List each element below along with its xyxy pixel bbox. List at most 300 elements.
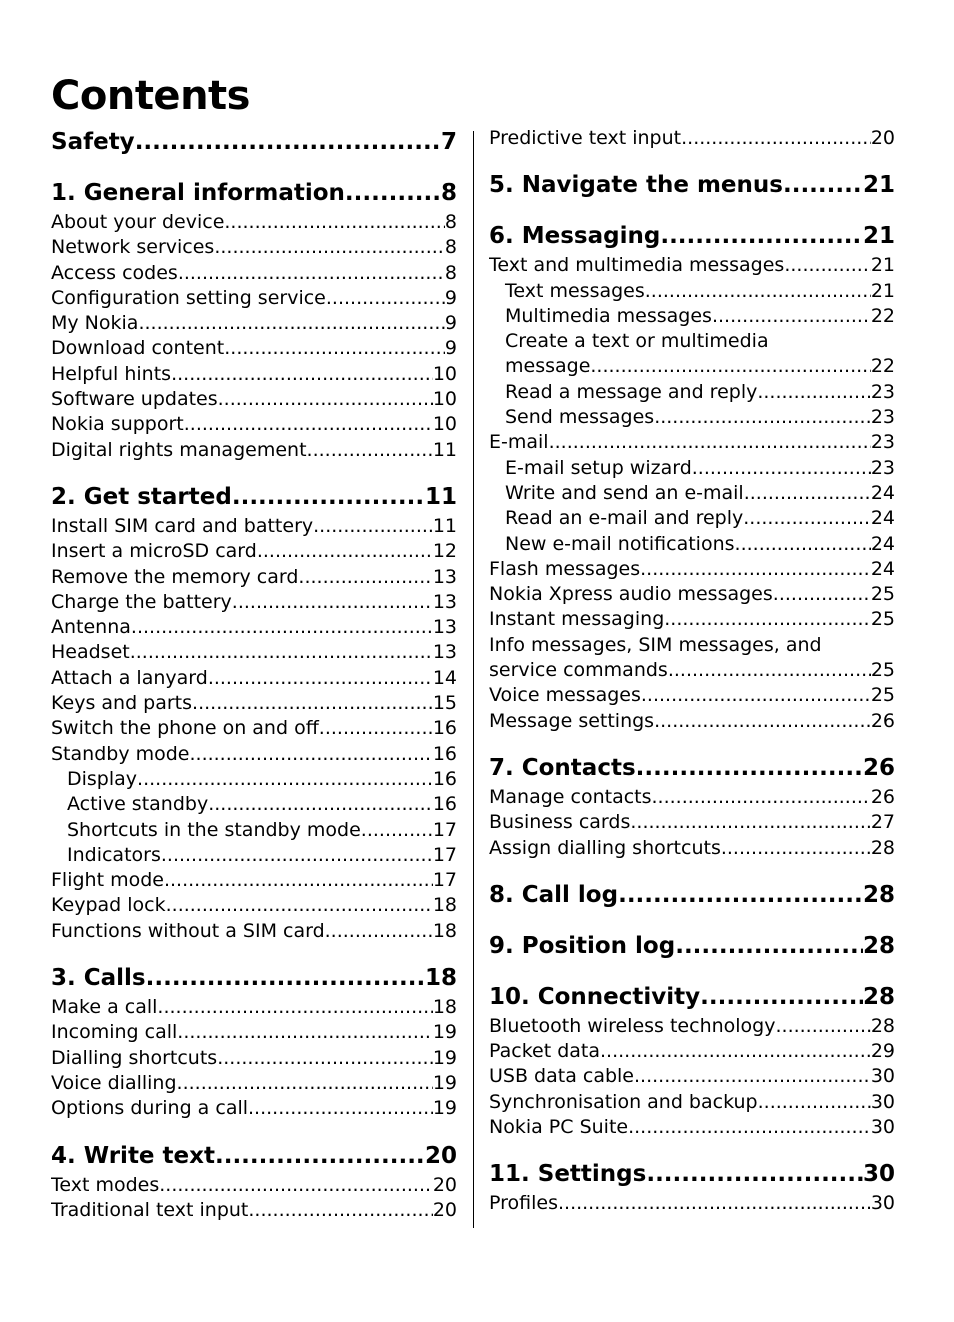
toc-leader-dots <box>224 210 445 235</box>
toc-entry-label: 9. Position log <box>489 932 676 959</box>
toc-page-number: 11 <box>432 438 457 461</box>
toc-leader-dots <box>634 1064 871 1089</box>
toc-section-entry[interactable] <box>51 1140 457 1173</box>
toc-subsection-entry[interactable] <box>489 481 895 506</box>
toc-leader-dots <box>232 481 425 514</box>
toc-leader-dots <box>743 506 871 531</box>
toc-page-number: 18 <box>432 919 457 942</box>
toc-entry-label: Text messages <box>505 279 645 302</box>
toc-page-number: 27 <box>870 811 895 834</box>
toc-entry[interactable] <box>51 514 457 539</box>
toc-leader-dots <box>232 590 433 615</box>
toc-leader-dots <box>628 1115 871 1140</box>
toc-entry[interactable] <box>489 582 895 607</box>
toc-leader-dots <box>178 261 445 286</box>
toc-entry-label: Access codes <box>51 261 178 284</box>
toc-entry-label: Flash messages <box>489 557 641 580</box>
toc-entry[interactable] <box>489 1064 895 1089</box>
toc-page-number: 24 <box>870 507 895 530</box>
toc-section-entry[interactable] <box>51 481 457 514</box>
toc-entry[interactable] <box>51 666 457 691</box>
toc-entry-label: 6. Messaging <box>489 223 661 250</box>
toc-leader-dots <box>735 532 871 557</box>
toc-entry[interactable] <box>51 1096 457 1121</box>
toc-entry[interactable] <box>489 557 895 582</box>
toc-section-entry[interactable] <box>489 752 895 785</box>
toc-page-number: 8 <box>440 180 457 206</box>
toc-entry-label: Make a call <box>51 996 158 1019</box>
toc-entry-label: Assign dialling shortcuts <box>489 836 721 859</box>
toc-page-number: 19 <box>432 1097 457 1120</box>
toc-entry-label: Install SIM card and battery <box>51 514 314 537</box>
toc-subsection-entry[interactable] <box>51 818 457 843</box>
toc-entry-label: Headset <box>51 641 130 664</box>
toc-leader-dots <box>135 126 441 159</box>
toc-entry[interactable] <box>489 1115 895 1140</box>
toc-page-number: 30 <box>862 1161 895 1188</box>
toc-entry-label: 4. Write text <box>51 1142 215 1169</box>
toc-leader-dots <box>218 387 433 412</box>
toc-page-number: 13 <box>432 590 457 613</box>
toc-section-entry[interactable] <box>489 930 895 963</box>
toc-leader-dots <box>630 810 870 835</box>
toc-leader-dots <box>654 405 871 430</box>
toc-entry-label: Software updates <box>51 388 218 411</box>
toc-entry-label: Info messages, SIM messages, and <box>489 633 822 656</box>
toc-leader-dots <box>184 412 433 437</box>
toc-entry-label: My Nokia <box>51 312 139 335</box>
toc-page-number: 20 <box>432 1198 457 1221</box>
toc-entry-label: Business cards <box>489 811 631 834</box>
toc-entry[interactable] <box>51 261 457 286</box>
toc-page-number: 11 <box>424 483 457 510</box>
toc-page-number: 17 <box>432 843 457 866</box>
toc-section-entry[interactable] <box>489 879 895 912</box>
toc-entry[interactable] <box>489 658 895 683</box>
toc-page-number: 30 <box>870 1116 895 1139</box>
toc-page-number: 25 <box>870 608 895 631</box>
toc-entry[interactable] <box>51 868 457 893</box>
toc-page-number: 16 <box>432 717 457 740</box>
toc-entry[interactable] <box>51 235 457 260</box>
toc-leader-dots <box>681 126 871 151</box>
toc-entry-label: Incoming call <box>51 1021 178 1044</box>
toc-entry-label: Create a text or multimedia <box>505 330 769 353</box>
toc-leader-dots <box>721 836 871 861</box>
toc-subsection-entry[interactable] <box>489 456 895 481</box>
toc-entry-label: Digital rights management <box>51 438 307 461</box>
toc-entry[interactable] <box>51 387 457 412</box>
toc-entry-label: Multimedia messages <box>505 304 712 327</box>
toc-entry[interactable] <box>51 615 457 640</box>
toc-page-number: 20 <box>432 1173 457 1196</box>
toc-entry-label: E-mail setup wizard <box>505 456 692 479</box>
toc-leader-dots <box>171 362 433 387</box>
toc-leader-dots <box>712 304 871 329</box>
toc-page-number: 21 <box>870 279 895 302</box>
toc-leader-dots <box>640 557 871 582</box>
toc-page-number: 10 <box>432 362 457 385</box>
toc-entry-label: Text and multimedia messages <box>489 254 785 277</box>
toc-leader-dots <box>675 930 863 963</box>
toc-entry[interactable] <box>51 412 457 437</box>
toc-page-number: 10 <box>432 388 457 411</box>
toc-entry[interactable] <box>489 1090 895 1115</box>
toc-page-number: 24 <box>870 557 895 580</box>
toc-entry[interactable] <box>489 1039 895 1064</box>
toc-page-number: 17 <box>432 818 457 841</box>
toc-entry-label: Display <box>67 767 138 790</box>
toc-leader-dots <box>248 1096 433 1121</box>
toc-leader-dots <box>217 1046 433 1071</box>
toc-entry[interactable] <box>489 430 895 455</box>
toc-section-entry[interactable] <box>51 126 457 159</box>
toc-page-number: 20 <box>870 127 895 149</box>
toc-subsection-entry[interactable] <box>51 843 457 868</box>
toc-page-number: 9 <box>444 312 457 335</box>
column-divider <box>473 131 474 1228</box>
toc-page-number: 16 <box>432 767 457 790</box>
toc-leader-dots <box>646 1158 863 1191</box>
toc-leader-dots <box>208 666 433 691</box>
toc-entry[interactable] <box>51 286 457 311</box>
toc-entry-label: Charge the battery <box>51 590 232 613</box>
toc-subsection-entry[interactable] <box>489 405 895 430</box>
toc-page-number: 30 <box>870 1065 895 1088</box>
toc-page-number: 13 <box>432 616 457 639</box>
toc-entry-label: Flight mode <box>51 869 164 892</box>
toc-leader-dots <box>192 691 433 716</box>
toc-page-number: 24 <box>870 481 895 504</box>
toc-entry-label: 5. Navigate the menus <box>489 172 783 199</box>
toc-entry-label: Keys and parts <box>51 692 193 715</box>
toc-entry[interactable] <box>489 253 895 278</box>
toc-page-number: 23 <box>870 456 895 479</box>
toc-page-number: 21 <box>862 223 895 250</box>
toc-entry-label: Message settings <box>489 709 655 732</box>
toc-entry-label: Nokia Xpress audio messages <box>489 583 773 606</box>
toc-page-number: 25 <box>870 659 895 682</box>
toc-page-number: 8 <box>444 261 457 284</box>
toc-entry[interactable] <box>51 438 457 463</box>
toc-leader-dots <box>257 539 433 564</box>
toc-section-entry[interactable] <box>489 220 895 253</box>
toc-entry-label: Voice dialling <box>51 1071 177 1094</box>
toc-leader-dots <box>319 716 433 741</box>
toc-page-number: 17 <box>432 869 457 892</box>
toc-entry[interactable] <box>489 683 895 708</box>
toc-entry[interactable] <box>51 1046 457 1071</box>
toc-leader-dots <box>692 456 871 481</box>
toc-leader-dots <box>668 658 871 683</box>
toc-page-number: 14 <box>432 666 457 689</box>
toc-page-number: 16 <box>432 793 457 816</box>
toc-leader-dots <box>700 981 863 1014</box>
toc-subsection-entry[interactable] <box>51 767 457 792</box>
toc-leader-dots <box>177 1071 433 1096</box>
toc-section-entry[interactable] <box>51 962 457 995</box>
toc-entry-label: 2. Get started <box>51 483 232 510</box>
toc-entry-label: Options during a call <box>51 1097 249 1120</box>
toc-section-entry[interactable] <box>51 177 457 210</box>
toc-entry-label: Download content <box>51 337 225 360</box>
toc-leader-dots <box>157 995 432 1020</box>
toc-leader-dots <box>326 286 445 311</box>
toc-page-number: 26 <box>862 754 895 781</box>
toc-leader-dots <box>189 742 432 767</box>
toc-page-number: 18 <box>432 996 457 1019</box>
toc-entry[interactable] <box>51 362 457 387</box>
toc-leader-dots <box>313 514 433 539</box>
toc-entry[interactable] <box>51 893 457 918</box>
toc-entry[interactable] <box>51 716 457 741</box>
toc-leader-dots <box>361 818 433 843</box>
toc-entry-label: 1. General information <box>51 180 345 206</box>
toc-entry-label: Read an e-mail and reply <box>505 507 744 530</box>
toc-entry[interactable] <box>51 539 457 564</box>
toc-entry-label: Attach a lanyard <box>51 666 208 689</box>
toc-entry-label: Switch the phone on and off <box>51 717 319 740</box>
toc-entry-label: Write and send an e-mail <box>505 481 744 504</box>
toc-entry[interactable] <box>51 995 457 1020</box>
toc-entry[interactable] <box>51 1071 457 1096</box>
toc-entry-label: service commands <box>489 659 668 682</box>
toc-page-number: 28 <box>862 881 895 908</box>
page-title: Contents <box>51 73 250 119</box>
toc-entry-label: Dialling shortcuts <box>51 1046 218 1069</box>
toc-page-number: 26 <box>870 785 895 808</box>
toc-entry[interactable] <box>489 785 895 810</box>
toc-leader-dots <box>208 792 433 817</box>
toc-page-number: 19 <box>432 1071 457 1094</box>
toc-page-number: 25 <box>870 684 895 707</box>
toc-entry-label: Shortcuts in the standby mode <box>67 818 361 841</box>
toc-leader-dots <box>636 752 863 785</box>
toc-entry-label: Text modes <box>51 1173 160 1196</box>
toc-page-number: 23 <box>870 380 895 403</box>
toc-entry-label: Nokia PC Suite <box>489 1116 629 1139</box>
toc-leader-dots <box>660 220 863 253</box>
toc-entry-label: Helpful hints <box>51 362 172 385</box>
toc-page-number: 20 <box>424 1142 457 1169</box>
toc-page-number: 21 <box>862 172 895 199</box>
toc-page-number: 10 <box>432 413 457 436</box>
toc-leader-dots <box>618 879 863 912</box>
toc-leader-dots <box>641 683 871 708</box>
toc-subsection-entry[interactable] <box>489 354 895 379</box>
toc-leader-dots <box>758 1090 871 1115</box>
toc-leader-dots <box>775 1014 870 1039</box>
toc-subsection-entry[interactable] <box>489 279 895 304</box>
toc-page-number: 12 <box>432 540 457 563</box>
toc-left-column <box>51 126 457 1223</box>
toc-page-number: 23 <box>870 431 895 454</box>
toc-entry[interactable] <box>51 691 457 716</box>
toc-entry-label: Standby mode <box>51 742 190 765</box>
toc-entry-label: Bluetooth wireless technology <box>489 1014 776 1037</box>
toc-entry-label: Synchronisation and backup <box>489 1090 758 1113</box>
toc-entry[interactable] <box>51 565 457 590</box>
toc-entry[interactable] <box>489 1191 895 1216</box>
toc-page-number: 28 <box>862 983 895 1010</box>
toc-entry-label: New e-mail notifications <box>505 532 735 555</box>
toc-entry[interactable] <box>489 633 895 658</box>
toc-entry[interactable] <box>51 336 457 361</box>
toc-entry-label: Remove the memory card <box>51 565 299 588</box>
toc-entry-label: 11. Settings <box>489 1161 647 1188</box>
toc-leader-dots <box>166 893 433 918</box>
toc-page-number: 28 <box>862 932 895 959</box>
toc-page-number: 30 <box>870 1192 895 1215</box>
toc-subsection-entry[interactable] <box>489 532 895 557</box>
toc-page-number: 11 <box>432 514 457 537</box>
toc-entry[interactable] <box>489 126 895 151</box>
toc-entry-label: message <box>505 355 591 378</box>
toc-entry-label: E-mail <box>489 431 549 454</box>
toc-page-number: 22 <box>870 355 895 378</box>
toc-leader-dots <box>558 1191 871 1216</box>
toc-entry[interactable] <box>489 836 895 861</box>
toc-entry[interactable] <box>51 1173 457 1198</box>
toc-page-number: 22 <box>870 304 895 327</box>
toc-entry-label: Read a message and reply <box>505 380 758 403</box>
toc-page-number: 23 <box>870 406 895 429</box>
toc-leader-dots <box>652 785 871 810</box>
toc-page-number: 9 <box>444 337 457 360</box>
toc-entry-label: Predictive text input <box>489 127 682 149</box>
toc-page-number: 19 <box>432 1046 457 1069</box>
toc-entry-label: Manage contacts <box>489 785 652 808</box>
toc-page-number: 18 <box>424 965 457 992</box>
toc-page-number: 9 <box>444 286 457 309</box>
toc-entry-label: Packet data <box>489 1040 600 1063</box>
toc-entry[interactable] <box>51 210 457 235</box>
toc-entry[interactable] <box>51 1020 457 1045</box>
toc-entry-label: Configuration setting service <box>51 286 326 309</box>
toc-leader-dots <box>744 481 871 506</box>
toc-subsection-entry[interactable] <box>51 792 457 817</box>
toc-page-number: 28 <box>870 1014 895 1037</box>
toc-entry-label: Network services <box>51 236 215 259</box>
toc-page-number: 21 <box>870 254 895 277</box>
toc-page-number: 24 <box>870 532 895 555</box>
toc-page-number: 8 <box>444 211 457 233</box>
toc-page-number: 15 <box>432 692 457 715</box>
toc-leader-dots <box>325 919 433 944</box>
toc-entry-label: Traditional text input <box>51 1198 249 1221</box>
toc-entry-label: Functions without a SIM card <box>51 919 325 942</box>
toc-leader-dots <box>130 640 433 665</box>
toc-entry-label: About your device <box>51 211 225 233</box>
toc-entry-label: Indicators <box>67 843 161 866</box>
toc-leader-dots <box>654 709 871 734</box>
toc-entry-label: Voice messages <box>489 684 641 707</box>
toc-leader-dots <box>137 767 433 792</box>
toc-page-number: 25 <box>870 583 895 606</box>
toc-section-entry[interactable] <box>489 169 895 202</box>
toc-entry[interactable] <box>51 311 457 336</box>
toc-entry-label: 7. Contacts <box>489 754 636 781</box>
toc-entry-label: Send messages <box>505 406 655 429</box>
toc-entry[interactable] <box>51 742 457 767</box>
toc-subsection-entry[interactable] <box>489 380 895 405</box>
toc-entry-label: Safety <box>51 129 135 155</box>
toc-leader-dots <box>600 1039 871 1064</box>
toc-leader-dots <box>590 354 870 379</box>
toc-leader-dots <box>159 1173 433 1198</box>
toc-leader-dots <box>298 565 432 590</box>
toc-leader-dots <box>549 430 871 455</box>
toc-subsection-entry[interactable] <box>489 304 895 329</box>
toc-leader-dots <box>138 311 444 336</box>
toc-entry[interactable] <box>51 919 457 944</box>
toc-entry[interactable] <box>489 810 895 835</box>
toc-entry-label: USB data cable <box>489 1065 634 1088</box>
toc-leader-dots <box>164 868 433 893</box>
toc-leader-dots <box>645 279 871 304</box>
toc-leader-dots <box>214 235 445 260</box>
toc-entry-label: Keypad lock <box>51 894 166 917</box>
toc-entry[interactable] <box>51 590 457 615</box>
toc-entry-label: 8. Call log <box>489 881 619 908</box>
toc-page-number: 13 <box>432 641 457 664</box>
toc-entry-label: Nokia support <box>51 413 184 436</box>
toc-entry[interactable] <box>489 607 895 632</box>
toc-page-number: 19 <box>432 1021 457 1044</box>
toc-leader-dots <box>773 582 871 607</box>
toc-entry[interactable] <box>489 709 895 734</box>
toc-leader-dots <box>131 615 433 640</box>
toc-entry-label: Active standby <box>67 793 209 816</box>
toc-entry-label: 10. Connectivity <box>489 983 701 1010</box>
toc-page-number: 13 <box>432 565 457 588</box>
toc-page-number: 16 <box>432 742 457 765</box>
toc-page-number: 28 <box>870 836 895 859</box>
toc-entry[interactable] <box>51 640 457 665</box>
toc-subsection-entry[interactable] <box>489 506 895 531</box>
toc-leader-dots <box>757 380 870 405</box>
toc-leader-dots <box>664 607 871 632</box>
toc-entry[interactable] <box>489 1014 895 1039</box>
toc-leader-dots <box>146 962 425 995</box>
toc-leader-dots <box>215 1140 425 1173</box>
toc-leader-dots <box>161 843 433 868</box>
toc-leader-dots <box>784 253 870 278</box>
toc-leader-dots <box>177 1020 433 1045</box>
toc-entry[interactable] <box>51 1198 457 1223</box>
toc-page-number: 8 <box>444 236 457 259</box>
toc-subsection-entry[interactable] <box>489 329 895 354</box>
toc-leader-dots <box>345 177 441 210</box>
toc-entry-label: Insert a microSD card <box>51 540 257 563</box>
toc-page-number: 30 <box>870 1090 895 1113</box>
toc-leader-dots <box>248 1198 432 1223</box>
toc-section-entry[interactable] <box>489 1158 895 1191</box>
toc-right-column <box>489 126 895 1217</box>
toc-page-number: 7 <box>440 129 457 155</box>
toc-entry-label: Instant messaging <box>489 608 665 631</box>
toc-page-number: 26 <box>870 709 895 732</box>
toc-page-number: 29 <box>870 1040 895 1063</box>
toc-leader-dots <box>224 336 445 361</box>
toc-leader-dots <box>307 438 433 463</box>
toc-entry-label: Profiles <box>489 1192 558 1215</box>
toc-entry-label: 3. Calls <box>51 965 146 992</box>
toc-page-number: 18 <box>432 894 457 917</box>
toc-section-entry[interactable] <box>489 981 895 1014</box>
toc-leader-dots <box>783 169 863 202</box>
toc-entry-label: Antenna <box>51 616 131 639</box>
